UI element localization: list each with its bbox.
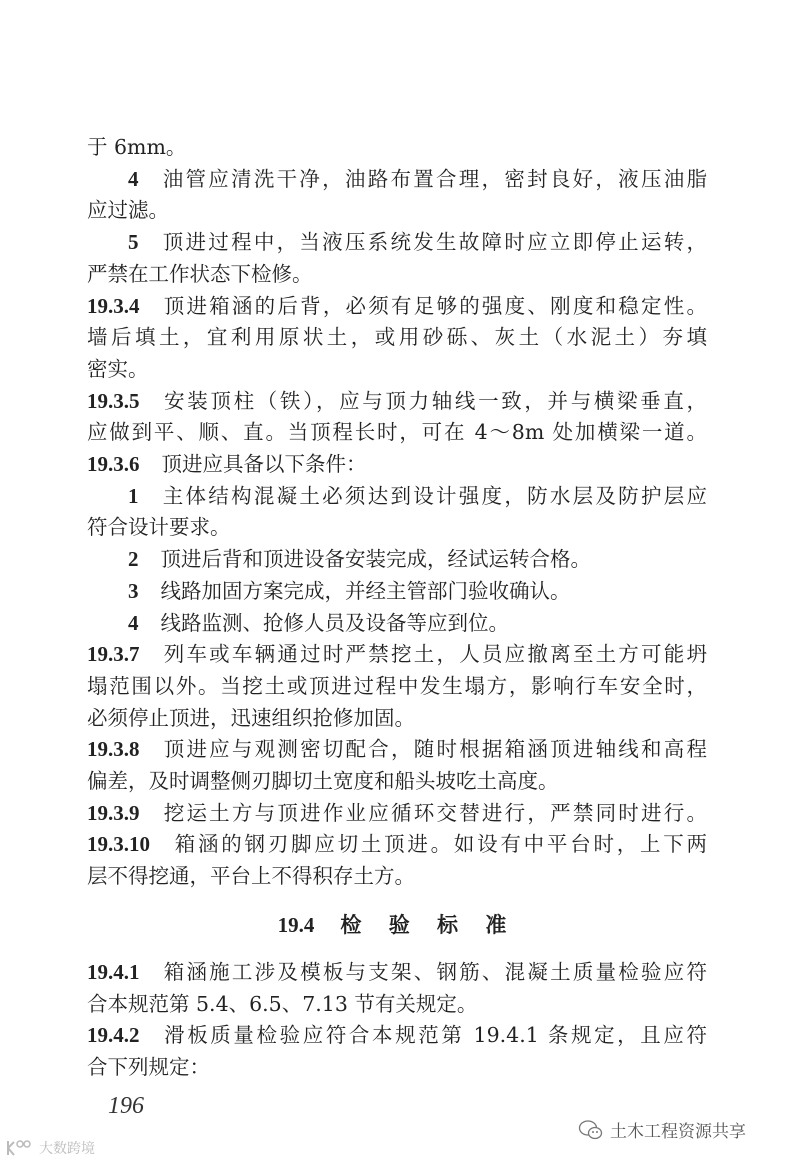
section-heading	[0, 909, 794, 941]
text-line	[87, 733, 707, 765]
clause-number: 19.4.1	[87, 960, 140, 984]
text-line	[87, 828, 707, 860]
clause-number: 19.3.8	[87, 737, 140, 762]
line-text: 滑板质量检验应符合本规范第 19.4.1 条规定，且应符	[161, 1023, 707, 1048]
text-line	[87, 511, 707, 543]
text-line	[87, 353, 707, 385]
line-text: 层不得挖通，平台上不得积存土方。	[87, 864, 415, 889]
text-line	[128, 226, 707, 258]
clause-number: 19.4.2	[87, 1023, 140, 1048]
line-text: 顶进应与观测密切配合，随时根据箱涵顶进轴线和高程	[161, 737, 707, 762]
brand-logo-icon	[5, 1139, 35, 1157]
line-text: 油管应清洗干净，油路布置合理，密封良好，液压油脂	[160, 166, 707, 191]
line-text: 顶进箱涵的后背，必须有足够的强度、刚度和稳定性。	[161, 293, 707, 318]
clause-number: 19.3.10	[87, 832, 150, 857]
text-line	[87, 797, 707, 829]
wechat-icon	[578, 1118, 604, 1142]
clause-number: 19.3.7	[87, 642, 140, 667]
text-line	[87, 416, 707, 448]
clause-number: 19.3.9	[87, 800, 140, 825]
text-line	[87, 321, 707, 353]
clause-number: 4	[128, 166, 139, 191]
text-line	[87, 131, 707, 163]
watermark-right-text: 土木工程资源共享	[610, 1122, 746, 1142]
line-text: 线路监测、抢修人员及设备等应到位。	[160, 610, 509, 635]
text-line	[87, 670, 707, 702]
text-line	[128, 163, 707, 195]
line-text: 挖运土方与顶进作业应循环交替进行，严禁同时进行。	[161, 800, 707, 825]
clause-number: 5	[128, 230, 139, 255]
text-line	[87, 194, 707, 226]
line-text: 列车或车辆通过时严禁挖土，人员应撤离至土方可能坍	[161, 642, 707, 667]
clause-number: 2	[128, 547, 139, 572]
line-text: 顶进过程中，当液压系统发生故障时应立即停止运转，	[160, 230, 707, 255]
section-number: 19.4	[277, 913, 315, 937]
line-text: 应做到平、顺、直。当顶程长时，可在 4～8m 处加横梁一道。	[87, 420, 707, 445]
line-text: 箱涵施工涉及模板与支架、钢筋、混凝土质量检验应符	[161, 960, 707, 984]
wechat-watermark	[578, 1117, 746, 1142]
brand-watermark	[5, 1138, 95, 1158]
line-text: 合本规范第 5.4、6.5、7.13 节有关规定。	[87, 991, 478, 1016]
clause-number: 19.3.6	[87, 452, 140, 476]
clause-number: 3	[128, 578, 139, 603]
clause-number: 4	[128, 610, 139, 635]
line-text: 偏差，及时调整侧刃脚切土宽度和船头坡吃土高度。	[87, 769, 559, 793]
text-line	[87, 290, 707, 322]
line-text: 墙后填土，宜利用原状土，或用砂砾、灰土（水泥土）夯填	[87, 325, 707, 350]
line-text: 线路加固方案完成，并经主管部门验收确认。	[160, 578, 571, 603]
text-line	[87, 702, 707, 734]
text-line	[87, 765, 707, 797]
line-text: 塌范围以外。当挖土或顶进过程中发生塌方，影响行车安全时，	[87, 673, 707, 698]
line-text: 应过滤。	[87, 198, 169, 223]
text-line	[87, 956, 707, 988]
line-text: 必须停止顶进，迅速组织抢修加固。	[87, 705, 415, 730]
line-text: 于 6mm。	[87, 135, 187, 159]
text-line	[87, 1051, 707, 1083]
text-line	[128, 575, 707, 607]
text-line	[87, 385, 707, 417]
text-line	[87, 448, 707, 480]
clause-number: 19.3.5	[87, 388, 140, 413]
line-text: 顶进后背和顶进设备安装完成，经试运转合格。	[160, 547, 591, 572]
clause-number: 19.3.4	[87, 293, 140, 318]
text-line	[87, 988, 707, 1020]
line-text: 主体结构混凝土必须达到设计强度，防水层及防护层应	[160, 483, 707, 508]
line-text: 密实。	[87, 356, 149, 381]
page-number: 196	[108, 1093, 144, 1119]
line-text: 合下列规定：	[87, 1055, 210, 1080]
line-text: 安装顶柱（铁），应与顶力轴线一致，并与横梁垂直，	[161, 388, 707, 413]
text-line	[87, 258, 707, 290]
text-line	[128, 607, 707, 639]
text-line	[87, 860, 707, 892]
clause-number: 1	[128, 483, 139, 508]
line-text: 严禁在工作状态下检修。	[87, 261, 313, 286]
text-line	[128, 480, 707, 512]
line-text: 顶进应具备以下条件：	[161, 452, 367, 476]
watermark-left-text: 大数跨境	[39, 1141, 95, 1157]
line-text: 符合设计要求。	[87, 515, 231, 540]
section-title: 检 验 标 准	[340, 912, 517, 937]
line-text: 箱涵的钢刃脚应切土顶进。如设有中平台时，上下两	[172, 832, 707, 857]
text-line	[87, 1019, 707, 1051]
text-line	[87, 638, 707, 670]
text-line	[128, 543, 707, 575]
